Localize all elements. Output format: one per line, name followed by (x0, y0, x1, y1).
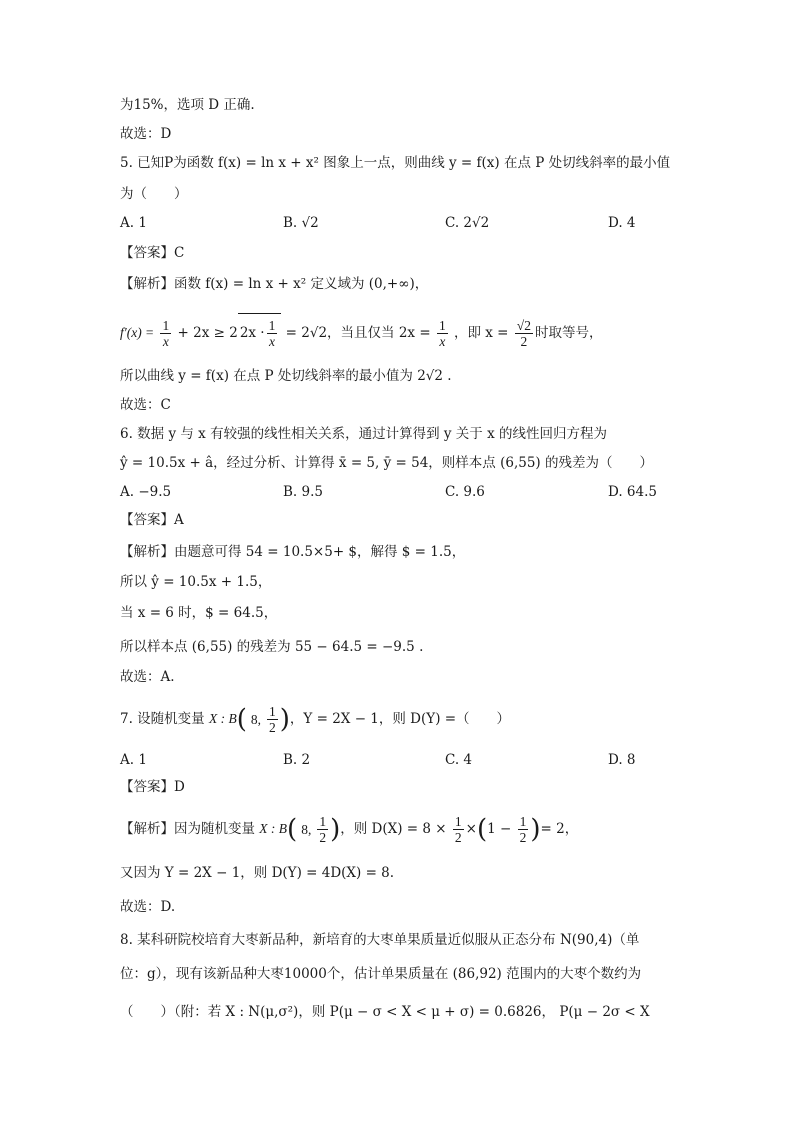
q7-ana-result: = 2， (540, 821, 579, 837)
q5-conclusion: 故选：C (120, 397, 171, 413)
q5-option-d: D. 4 (608, 215, 636, 231)
q5-analysis-line2 (120, 313, 602, 352)
q5-frac-1-over-x: $\frac{1}{x}$ (162, 318, 170, 349)
q5-option-b: B. √2 (283, 215, 319, 231)
q7-ana-frac-half-2: $\frac{1}{2}$ (454, 814, 462, 845)
q5-frac-1-over-x-2: $\frac{1}{x}$ (438, 318, 446, 349)
q5-deriv-ie: ，即 x = (453, 325, 509, 341)
q6-analysis-line1: 【解析】由题意可得 54 = 10.5×5+ $，解得 $ = 1.5， (120, 544, 466, 560)
intro-line1: 为15%，选项 D 正确. (120, 97, 255, 113)
q5-option-c: C. 2√2 (445, 215, 490, 231)
q6-analysis-line2: 所以 ŷ = 10.5x + 1.5， (120, 574, 272, 590)
q6-option-b: B. 9.5 (283, 484, 323, 500)
q7-ana-times: × (465, 821, 477, 837)
q5-stem-line1: 5. 已知P为函数 f(x) = ln x + x² 图象上一点，则曲线 y = f(x) 在点 P 处切线斜率的最小值 (120, 155, 671, 171)
q7-option-b: B. 2 (283, 752, 311, 768)
q5-analysis-line3: 所以曲线 y = f(x) 在点 P 处切线斜率的最小值为 2√2 . (120, 368, 452, 384)
q5-deriv-lhs: f′(x) = (120, 325, 155, 340)
q5-deriv-rhs: = 2√2，当且仅当 2x = (285, 325, 431, 341)
intro-line2: 故选：D (120, 126, 172, 142)
q5-frac-sqrt2-over-2: $\frac{√2}{2}$ (516, 318, 531, 349)
q7-binom-params: 8, (250, 712, 261, 727)
q8-stem-line1: 8. 某科研院校培育大枣新品种，新培育的大枣单果质量近似服从正态分布 N(90,4)（单 (120, 932, 640, 948)
q6-stem-line2: ŷ = 10.5x + â，经过分析、计算得 x̄ = 5, ȳ = 54，则样本点 (6,55) 的残差为（ ） (120, 455, 653, 471)
q7-analysis-line2: 又因为 Y = 2X − 1，则 D(Y) = 4D(X) = 8. (120, 865, 395, 881)
q7-answer: 【答案】D (120, 779, 185, 795)
q6-analysis-line4: 所以样本点 (6,55) 的残差为 55 − 64.5 = −9.5 . (120, 639, 424, 655)
q6-answer: 【答案】A (120, 512, 184, 528)
q7-ana-frac-half: $\frac{1}{2}$ (319, 814, 327, 845)
q7-ana-mid: ，则 D(X) = 8 × (340, 821, 447, 837)
q7-frac-half: $\frac{1}{2}$ (269, 704, 276, 735)
q6-option-d: D. 64.5 (608, 484, 657, 500)
q7-stem: 7. 设随机变量 X : B( 8, $\frac{1}{2}$ )，Y = 2X − 1，则 D(Y) =（ ） (120, 704, 511, 735)
q7-option-a: A. 1 (120, 752, 147, 768)
q6-stem-line1: 6. 数据 y 与 x 有较强的线性相关关系，通过计算得到 y 关于 x 的线性回归方程为 (120, 426, 607, 442)
q8-stem-line2: 位：g），现有该新品种大枣10000个，估计单果质量在 (86,92) 范围内的大枣个数约为 (120, 966, 642, 982)
q6-analysis-line3: 当 x = 6 时，$ = 64.5， (120, 605, 278, 621)
q7-ana-dist: X : B (259, 821, 288, 836)
q5-stem-line2: 为（ ） (120, 186, 188, 202)
q5-deriv-mid: + 2x ≥ 2 (177, 325, 238, 341)
q7-ana-frac-half-3: $\frac{1}{2}$ (519, 814, 527, 845)
q7-ana-prefix: 【解析】因为随机变量 (120, 821, 255, 837)
q7-ana-binom-n: 8, (301, 822, 312, 837)
q7-analysis-line1: 【解析】因为随机变量 X : B( 8, $\frac{1}{2}$ )，则 D(X) = 8 × $\frac{1}{2}$ ×(1 − $\frac{1}{2}$ )= 2， (120, 814, 579, 845)
q6-conclusion: 故选：A. (120, 669, 175, 685)
q8-stem-line3: （ ）（附：若 X : N(μ,σ²)，则 P(μ − σ < X < μ + σ) = 0.6826， P(μ − 2σ < X (120, 1004, 650, 1020)
q7-ana-one: 1 (487, 821, 496, 837)
q7-stem-suffix: ，Y = 2X − 1，则 D(Y) =（ ） (289, 711, 511, 727)
q6-option-a: A. −9.5 (120, 484, 172, 500)
q7-option-d: D. 8 (608, 752, 636, 768)
q5-answer: 【答案】C (120, 245, 185, 261)
q7-stem-dist: X : B (208, 711, 237, 726)
q6-option-c: C. 9.6 (445, 484, 485, 500)
q5-analysis-line1: 【解析】函数 f(x) = ln x + x² 定义域为 (0,+∞)， (120, 276, 429, 292)
q7-option-c: C. 4 (445, 752, 473, 768)
q5-option-a: A. 1 (120, 215, 147, 231)
q5-deriv-tail: 时取等号， (534, 325, 603, 341)
q7-stem-prefix: 7. 设随机变量 (120, 711, 205, 727)
q5-sqrt-expression: 2x · $\frac{1}{x}$ (238, 313, 282, 352)
q7-conclusion: 故选：D. (120, 899, 176, 915)
